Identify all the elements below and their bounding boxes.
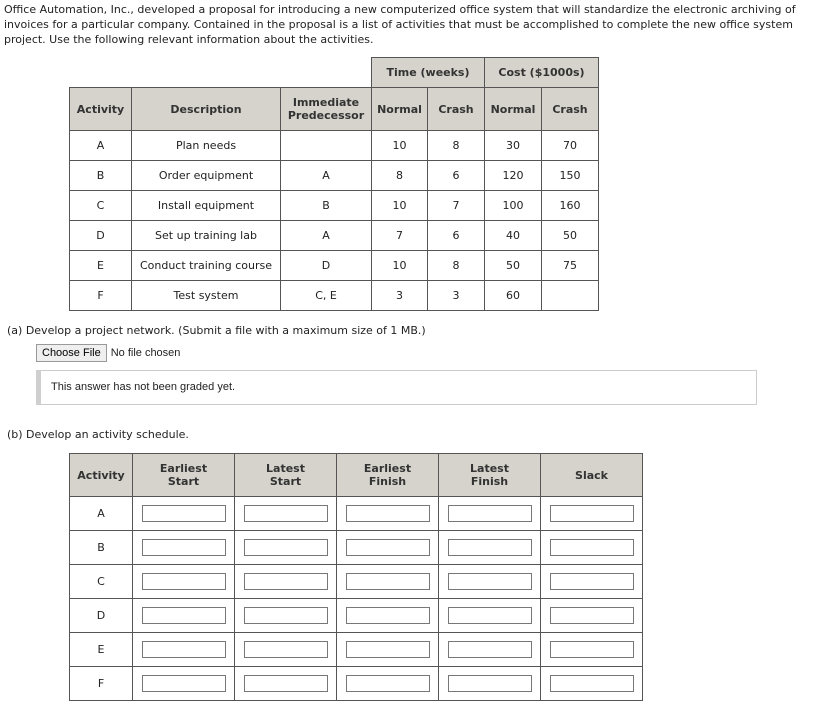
cost-crash-cell: 160	[542, 191, 599, 221]
earliest-finish-input[interactable]	[346, 641, 430, 658]
activity-cell: A	[70, 131, 132, 161]
earliest-start-input[interactable]	[142, 539, 226, 556]
predecessor-cell: D	[281, 251, 372, 281]
description-cell: Set up training lab	[132, 221, 281, 251]
grading-status-box	[36, 370, 757, 405]
description-cell: Install equipment	[132, 191, 281, 221]
cost-crash-cell: 70	[542, 131, 599, 161]
predecessor-cell: B	[281, 191, 372, 221]
slack-input[interactable]	[550, 573, 634, 590]
table-row	[70, 531, 643, 565]
latest-start-input[interactable]	[244, 573, 328, 590]
description-cell: Plan needs	[132, 131, 281, 161]
latest-start-input[interactable]	[244, 505, 328, 522]
table-row	[70, 565, 643, 599]
earliest-start-input[interactable]	[142, 607, 226, 624]
predecessor-cell	[281, 131, 372, 161]
slack-input[interactable]	[550, 505, 634, 522]
latest-finish-input[interactable]	[448, 539, 532, 556]
activity-cell: C	[70, 565, 133, 599]
earliest-finish-input[interactable]	[346, 607, 430, 624]
slack-input[interactable]	[550, 607, 634, 624]
activity-header: Activity	[70, 88, 132, 131]
part-a-label: (a) Develop a project network. (Submit a file with a maximum size of 1 MB.)	[7, 324, 426, 337]
latest-start-input[interactable]	[244, 675, 328, 692]
predecessor-header: Immediate Predecessor	[281, 88, 372, 131]
time-crash-cell: 3	[428, 281, 485, 311]
activity-cell: F	[70, 667, 133, 701]
cost-normal-cell: 100	[485, 191, 542, 221]
time-group-header: Time (weeks)	[372, 58, 485, 88]
earliest-finish-input[interactable]	[346, 675, 430, 692]
table-row	[70, 131, 599, 161]
activity-cell: D	[70, 599, 133, 633]
cost-normal-cell: 40	[485, 221, 542, 251]
time-crash-cell: 6	[428, 221, 485, 251]
activity-cell: A	[70, 497, 133, 531]
activity-cell: F	[70, 281, 132, 311]
grading-status-text: This answer has not been graded yet.	[51, 381, 236, 393]
slack-input[interactable]	[550, 675, 634, 692]
activity-header: Activity	[70, 454, 133, 497]
earliest-finish-header: Earliest Finish	[337, 454, 439, 497]
slack-input[interactable]	[550, 641, 634, 658]
latest-start-header: Latest Start	[235, 454, 337, 497]
activity-cell: B	[70, 161, 132, 191]
table-row	[70, 599, 643, 633]
time-crash-cell: 7	[428, 191, 485, 221]
table-row	[70, 633, 643, 667]
table-row	[70, 497, 643, 531]
file-status: No file chosen	[110, 347, 181, 359]
table-row	[70, 251, 599, 281]
cost-crash-cell	[542, 281, 599, 311]
cost-normal-cell: 60	[485, 281, 542, 311]
activity-cell: E	[70, 633, 133, 667]
earliest-finish-input[interactable]	[346, 505, 430, 522]
part-b-label: (b) Develop an activity schedule.	[7, 428, 189, 441]
cost-normal-cell: 30	[485, 131, 542, 161]
time-crash-cell: 8	[428, 251, 485, 281]
latest-finish-input[interactable]	[448, 675, 532, 692]
latest-finish-input[interactable]	[448, 573, 532, 590]
latest-finish-input[interactable]	[448, 641, 532, 658]
latest-start-input[interactable]	[244, 539, 328, 556]
predecessor-cell: A	[281, 221, 372, 251]
cost-crash-cell: 75	[542, 251, 599, 281]
time-normal-header: Normal	[372, 88, 428, 131]
time-normal-cell: 10	[372, 131, 428, 161]
cost-group-header: Cost ($1000s)	[485, 58, 599, 88]
earliest-start-input[interactable]	[142, 675, 226, 692]
latest-start-input[interactable]	[244, 641, 328, 658]
latest-finish-header: Latest Finish	[439, 454, 541, 497]
earliest-start-input[interactable]	[142, 505, 226, 522]
activity-table	[69, 57, 599, 311]
table-row	[70, 281, 599, 311]
activity-cell: E	[70, 251, 132, 281]
cost-crash-header: Crash	[542, 88, 599, 131]
cost-crash-cell: 50	[542, 221, 599, 251]
file-upload	[36, 344, 180, 362]
description-header: Description	[132, 88, 281, 131]
latest-finish-input[interactable]	[448, 607, 532, 624]
cost-crash-cell: 150	[542, 161, 599, 191]
earliest-start-header: Earliest Start	[133, 454, 235, 497]
table-row	[70, 191, 599, 221]
earliest-finish-input[interactable]	[346, 539, 430, 556]
activity-cell: D	[70, 221, 132, 251]
time-normal-cell: 7	[372, 221, 428, 251]
problem-intro: Office Automation, Inc., developed a proposal for introducing a new computerized office system that will standardize the electronic archiving of invoices for a particular company. Contained in the proposal is a list of activities that must be accomplished to complete the new office system project. Use the following relevant information about the activities.	[4, 3, 796, 46]
activity-cell: C	[70, 191, 132, 221]
cost-normal-header: Normal	[485, 88, 542, 131]
earliest-start-input[interactable]	[142, 641, 226, 658]
latest-start-input[interactable]	[244, 607, 328, 624]
table-row	[70, 667, 643, 701]
table-row	[70, 161, 599, 191]
slack-header: Slack	[541, 454, 643, 497]
description-cell: Test system	[132, 281, 281, 311]
cost-normal-cell: 120	[485, 161, 542, 191]
slack-input[interactable]	[550, 539, 634, 556]
predecessor-cell: A	[281, 161, 372, 191]
time-crash-header: Crash	[428, 88, 485, 131]
time-normal-cell: 10	[372, 251, 428, 281]
earliest-start-input[interactable]	[142, 573, 226, 590]
time-normal-cell: 8	[372, 161, 428, 191]
description-cell: Order equipment	[132, 161, 281, 191]
schedule-table	[69, 453, 643, 701]
cost-normal-cell: 50	[485, 251, 542, 281]
predecessor-cell: C, E	[281, 281, 372, 311]
time-crash-cell: 6	[428, 161, 485, 191]
latest-finish-input[interactable]	[448, 505, 532, 522]
activity-cell: B	[70, 531, 133, 565]
choose-file-button[interactable]: Choose File	[36, 344, 107, 362]
table-row	[70, 221, 599, 251]
time-normal-cell: 3	[372, 281, 428, 311]
description-cell: Conduct training course	[132, 251, 281, 281]
time-crash-cell: 8	[428, 131, 485, 161]
earliest-finish-input[interactable]	[346, 573, 430, 590]
time-normal-cell: 10	[372, 191, 428, 221]
